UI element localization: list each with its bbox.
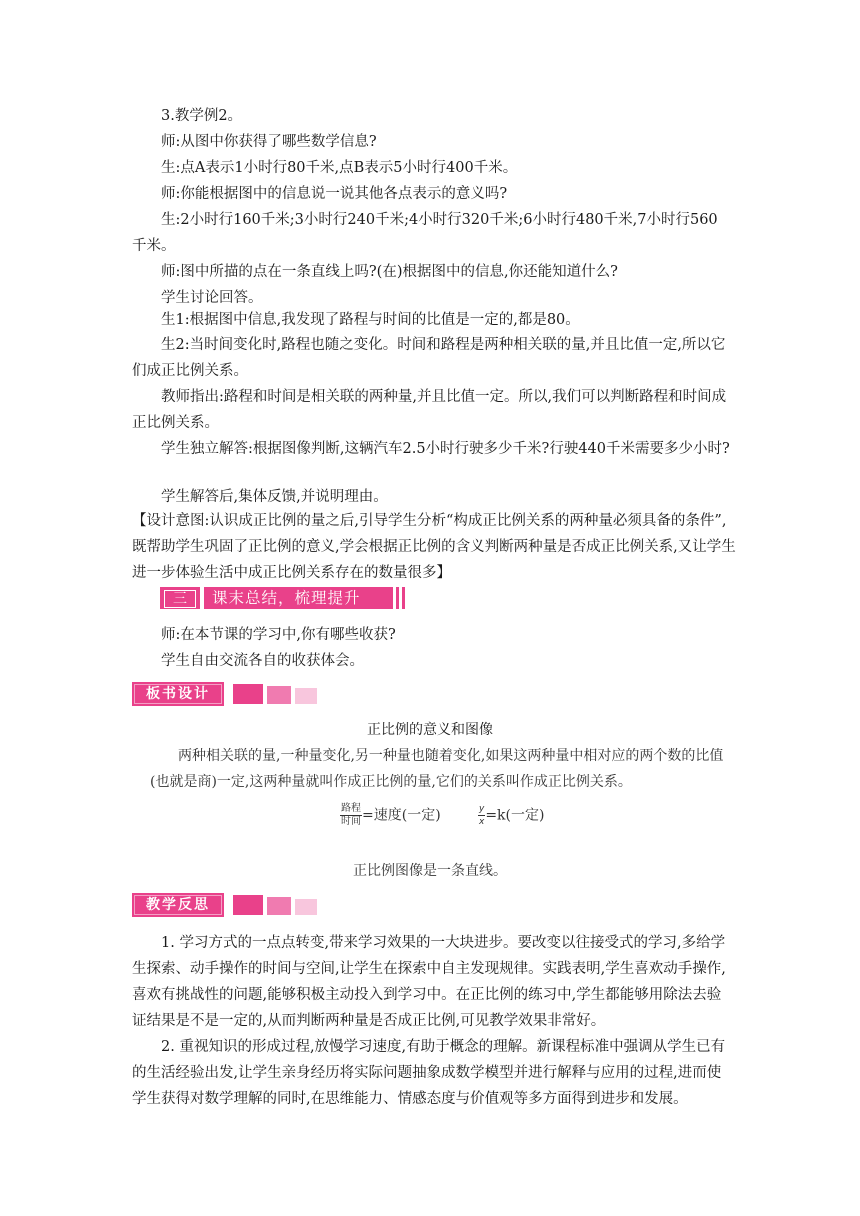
formula-k-denominator: x	[479, 817, 485, 827]
paragraph-teacher-note: 教师指出:路程和时间是相关联的两种量,并且比值一定。所以,我们可以判断路程和时间成正比例关系。	[132, 389, 727, 431]
section-stripes-decoration	[390, 587, 410, 609]
paragraph-teacher-question-3: 师:图中所描的点在一条直线上吗?(在)根据图中的信息,你还能知道什么?	[161, 264, 618, 280]
paragraph-student-answer-2: 生:2小时行160千米;3小时行240千米;4小时行320千米;6小时行480千米,7小时行560千米。	[132, 212, 718, 254]
formula-k	[478, 803, 544, 828]
section-header-summary	[160, 587, 406, 609]
formula-speed	[340, 803, 441, 828]
board-graph-statement: 正比例图像是一条直线。	[353, 863, 507, 879]
board-design-label: 板书设计	[132, 682, 224, 706]
paragraph-summary-exchange: 学生自由交流各自的收获体会。	[161, 653, 364, 669]
paragraph-teacher-question-1: 师:从图中你获得了哪些数学信息?	[161, 134, 377, 150]
tag-square-dark	[233, 895, 263, 915]
tag-square-dark	[233, 684, 263, 704]
paragraph-summary-question: 师:在本节课的学习中,你有哪些收获?	[161, 627, 396, 643]
formula-speed-rhs: =速度(一定)	[362, 807, 441, 824]
paragraph-independent-task: 学生独立解答:根据图像判断,这辆汽车2.5小时行驶多少千米?行驶440千米需要多少小时?	[161, 441, 730, 457]
paragraph-feedback: 学生解答后,集体反馈,并说明理由。	[161, 489, 388, 505]
reflection-paragraph-1: 1. 学习方式的一点点转变,带来学习效果的一大块进步。要改变以往接受式的学习,多给学生探索、动手操作的时间与空间,让学生在探索中自主发现规律。实践表明,学生喜欢动手操作,喜欢有挑战性的问题,能够积极主动投入到学习中。在正比例的练习中,学生都能够用除法去验证结果是不是一定的,从而判断两种量是否成正比例,可见教学效果非常好。	[132, 935, 726, 1029]
reflection-paragraph-2: 2. 重视知识的形成过程,放慢学习速度,有助于概念的理解。新课程标准中强调从学生已有的生活经验出发,让学生亲身经历将实际问题抽象成数学模型并进行解释与应用的过程,进而使学生获得对数学理解的同时,在思维能力、情感态度与价值观等多方面得到进步和发展。	[132, 1039, 726, 1107]
paragraph-student-answer-1: 生:点A表示1小时行80千米,点B表示5小时行400千米。	[161, 160, 518, 176]
paragraph-teacher-question-2: 师:你能根据图中的信息说一说其他各点表示的意义吗?	[161, 186, 508, 202]
section-number-badge	[160, 587, 200, 609]
paragraph-discussion: 学生讨论回答。	[161, 290, 263, 306]
section-number: 三	[164, 590, 196, 608]
formula-speed-denominator: 时间	[341, 816, 361, 827]
tag-square-mid	[267, 686, 291, 704]
paragraph-student2-answer: 生2:当时间变化时,路程也随之变化。时间和路程是两种相关联的量,并且比值一定,所以它们成正比例关系。	[132, 337, 726, 379]
formula-k-rhs: =k(一定)	[485, 807, 545, 824]
tag-square-light	[295, 688, 317, 704]
formula-speed-fraction	[340, 803, 362, 828]
design-intent-note: 【设计意图:认识成正比例的量之后,引导学生分析“构成正比例关系的两种量必须具备的条件”,既帮助学生巩固了正比例的意义,学会根据正比例的含义判断两种量是否成正比例关系,又让学生进一步体验生活中成正比例关系存在的数量很多】	[132, 513, 736, 581]
tag-square-light	[295, 899, 317, 915]
paragraph-student1-answer: 生1:根据图中信息,我发现了路程与时间的比值是一定的,都是80。	[161, 312, 580, 328]
formula-speed-numerator: 路程	[341, 803, 361, 814]
board-definition-text: 两种相关联的量,一种量变化,另一种量也随着变化,如果这两种量中相对应的两个数的比值(也就是商)一定,这两种量就叫作成正比例的量,它们的关系叫作成正比例关系。	[150, 748, 724, 790]
tag-square-mid	[267, 897, 291, 915]
reflection-label: 教学反思	[132, 893, 224, 917]
board-title: 正比例的意义和图像	[367, 722, 493, 738]
paragraph-example-heading: 3.教学例2。	[161, 108, 243, 124]
section-title: 课末总结，梳理提升	[204, 587, 392, 609]
formula-k-numerator: y	[479, 804, 485, 814]
